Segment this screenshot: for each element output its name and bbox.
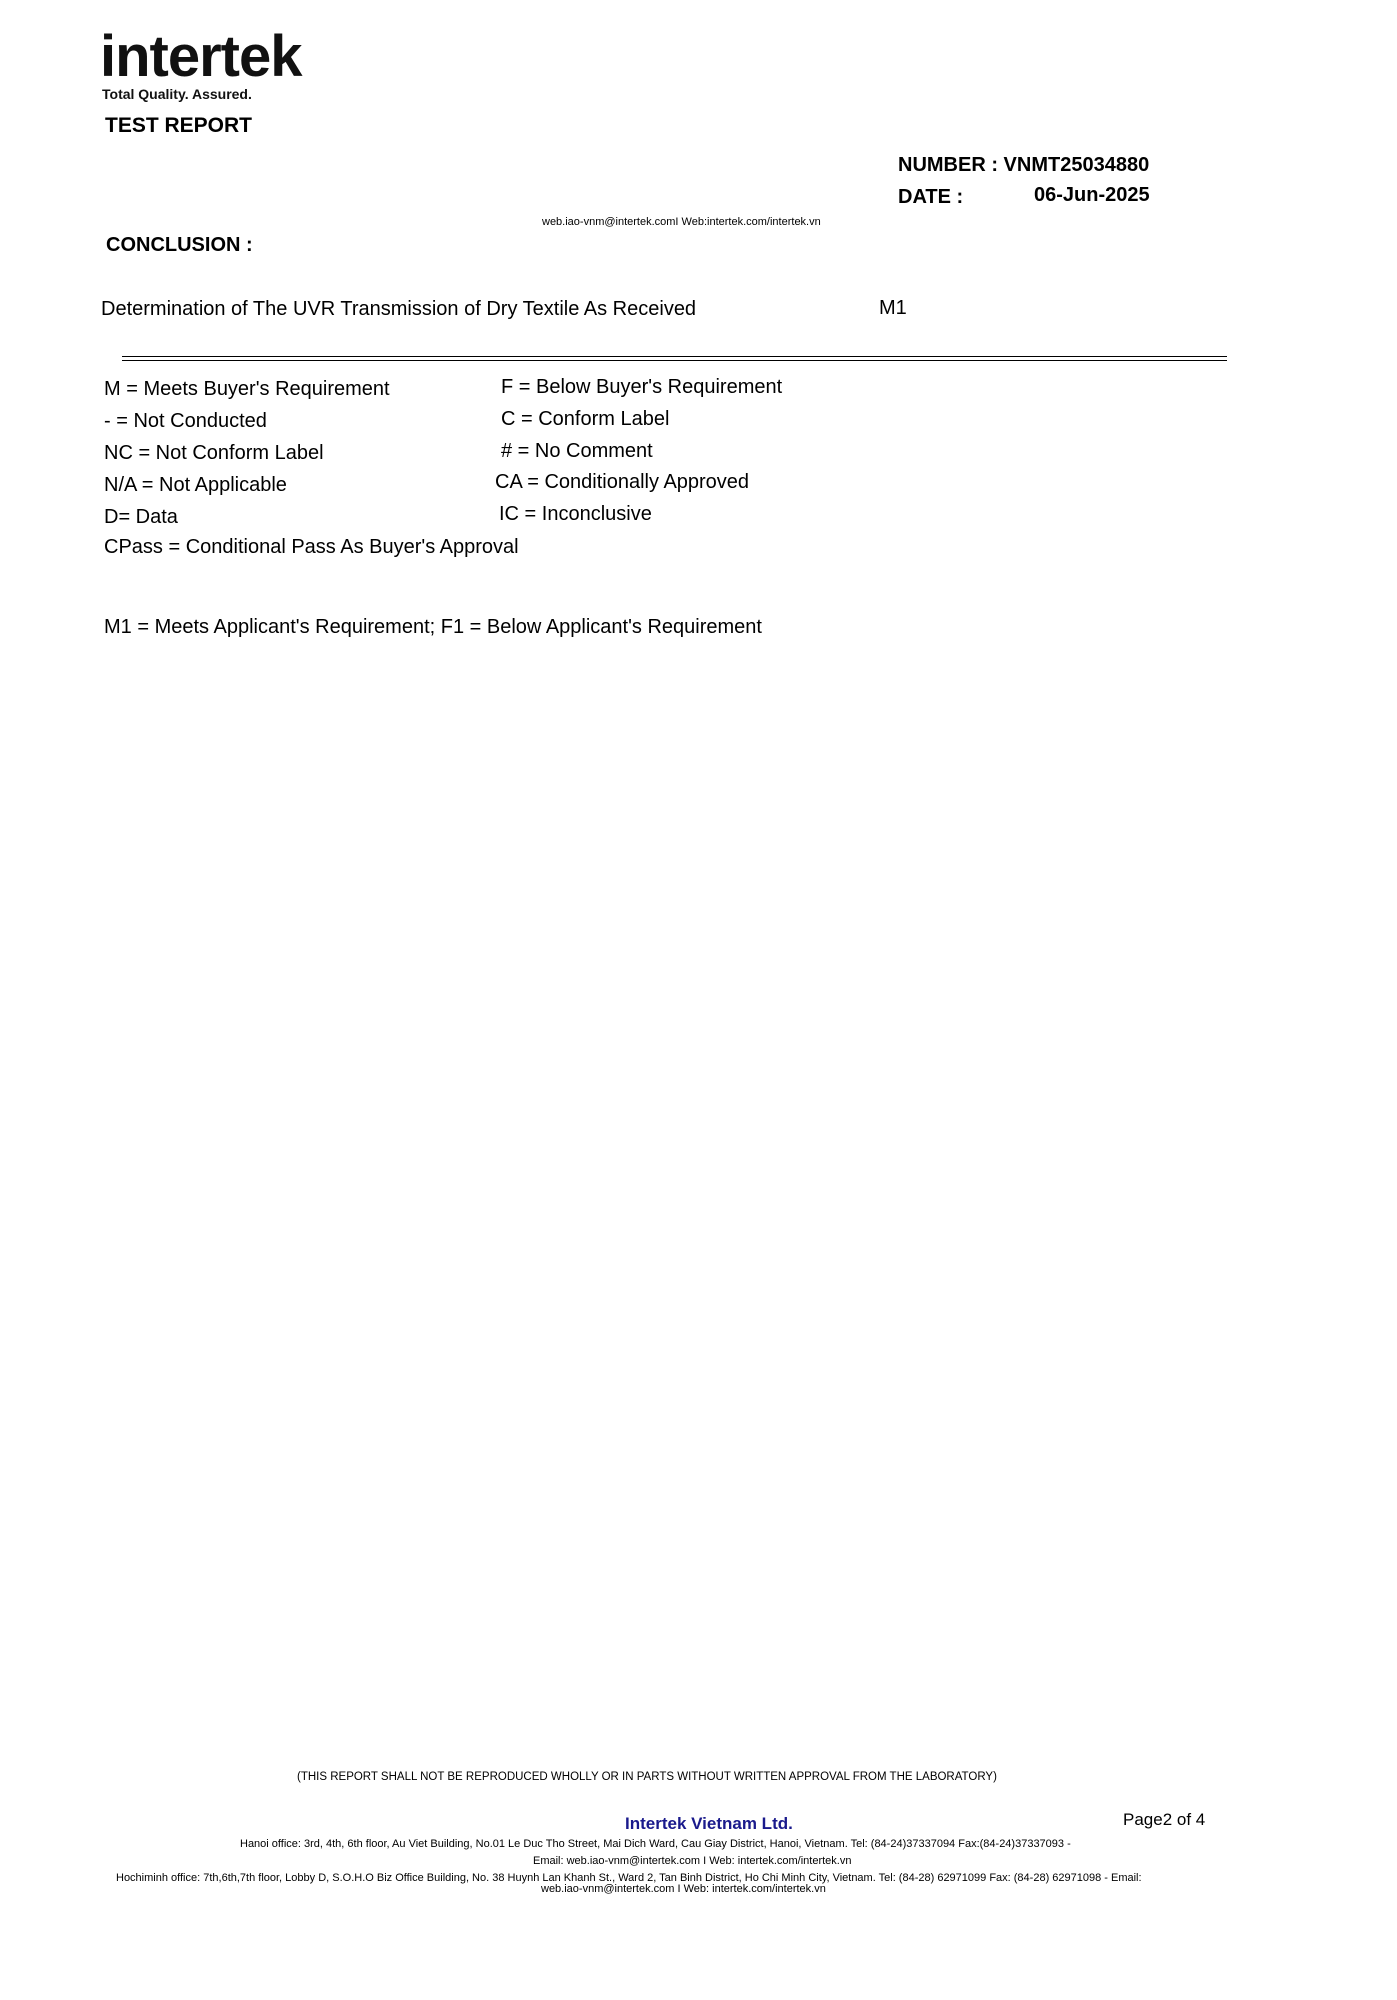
- legend-item: NC = Not Conform Label: [104, 442, 324, 464]
- test-name: Determination of The UVR Transmission of Dry Textile As Received: [101, 298, 697, 320]
- legend-item: C = Conform Label: [501, 408, 670, 430]
- date-label: DATE :: [898, 186, 964, 208]
- legend-item: - = Not Conducted: [104, 410, 267, 432]
- footer-disclaimer: (THIS REPORT SHALL NOT BE REPRODUCED WHOLLY OR IN PARTS WITHOUT WRITTEN APPROVAL FROM THE LABORATORY): [297, 1771, 997, 1783]
- test-result: M1: [879, 297, 907, 319]
- report-title: TEST REPORT: [105, 114, 253, 137]
- company-name: Intertek Vietnam Ltd.: [625, 1814, 793, 1833]
- legend-item: IC = Inconclusive: [499, 503, 652, 525]
- report-number: NUMBER : VNMT25034880: [898, 154, 1150, 176]
- applicant-note: M1 = Meets Applicant's Requirement; F1 = Below Applicant's Requirement: [104, 616, 762, 638]
- legend-item: CA = Conditionally Approved: [495, 471, 750, 493]
- hcm-email: web.iao-vnm@intertek.com I Web: intertek.com/intertek.vn: [541, 1883, 826, 1895]
- header-web-line: web.iao-vnm@intertek.comI Web:intertek.com/intertek.vn: [542, 216, 821, 228]
- legend-item: M = Meets Buyer's Requirement: [104, 378, 390, 400]
- page-number: Page2 of 4: [1123, 1810, 1206, 1829]
- legend-item: F = Below Buyer's Requirement: [501, 376, 783, 398]
- report-date: 06-Jun-2025: [1034, 184, 1150, 206]
- legend-item: CPass = Conditional Pass As Buyer's Approval: [104, 536, 519, 558]
- legend-item: D= Data: [104, 506, 178, 528]
- hanoi-email: Email: web.iao-vnm@intertek.com I Web: intertek.com/intertek.vn: [533, 1855, 852, 1867]
- conclusion-heading: CONCLUSION :: [106, 234, 253, 256]
- double-divider: [122, 356, 1227, 361]
- logo-tagline: Total Quality. Assured.: [102, 86, 252, 102]
- hcm-office: Hochiminh office: 7th,6th,7th floor, Lobby D, S.O.H.O Biz Office Building, No. 38 Huynh Lan Khanh St., Ward 2, Tan Binh District, Ho Chi Minh City, Vietnam. Tel: (84-28) 62971099 Fax: (84-28) 62971098 - Email:: [116, 1872, 1142, 1884]
- intertek-logo: intertek: [100, 24, 302, 89]
- legend-item: # = No Comment: [501, 440, 653, 462]
- hanoi-office: Hanoi office: 3rd, 4th, 6th floor, Au Viet Building, No.01 Le Duc Tho Street, Mai Dich Ward, Cau Giay District, Hanoi, Vietnam. Tel: (84-24)37337094 Fax:(84-24)37337093 -: [240, 1838, 1071, 1850]
- legend-item: N/A = Not Applicable: [104, 474, 287, 496]
